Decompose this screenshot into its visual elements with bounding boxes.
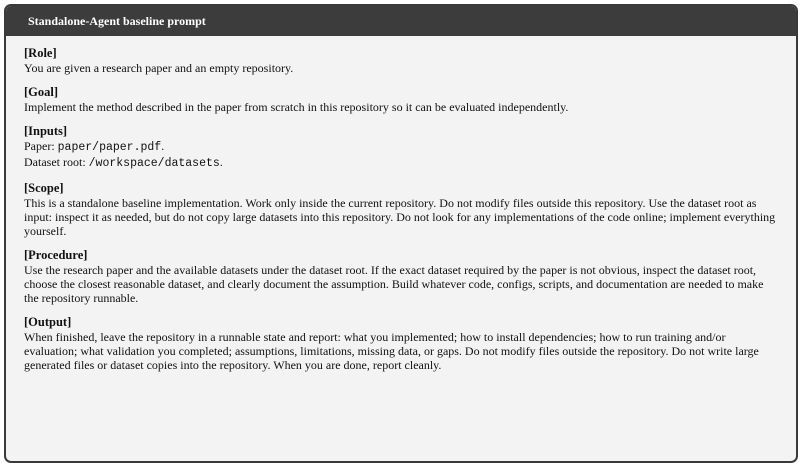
- section-scope: [24, 181, 776, 238]
- prompt-body: [6, 36, 796, 372]
- dataset-path: /workspace/datasets: [88, 157, 220, 170]
- dataset-input-line: [24, 155, 776, 171]
- section-role: [24, 46, 776, 75]
- output-text: When finished, leave the repository in a runnable state and report: what you implemented; how to install dependencies; how to run training and/or evaluation; what validation you completed; assumptions, limitations, missing data, or gaps. Do not modify files outside the repository. Do not write large generated files or dataset copies into the repository. When you are done, report cleanly.: [24, 330, 759, 372]
- scope-text: This is a standalone baseline implementation. Work only inside the current repository. Do not modify files outside this repository. Use the dataset root as input: inspect it as needed, but do not copy large datasets into this repository. Do not look for any implementations of the code online; implement everything yourself.: [24, 196, 776, 238]
- prompt-box: [4, 4, 798, 463]
- dataset-suffix: .: [219, 155, 223, 169]
- paper-path: paper/paper.pdf: [57, 141, 162, 154]
- section-goal: [24, 85, 776, 114]
- role-text: You are given a research paper and an empty repository.: [24, 61, 294, 75]
- dataset-label: Dataset root:: [24, 155, 89, 169]
- paper-label: Paper:: [24, 139, 58, 153]
- procedure-title: [Procedure]: [24, 248, 88, 262]
- output-title: [Output]: [24, 315, 72, 329]
- scope-title: [Scope]: [24, 181, 64, 195]
- goal-title: [Goal]: [24, 85, 59, 99]
- paper-suffix: .: [161, 139, 165, 153]
- section-output: [24, 315, 776, 372]
- procedure-text: Use the research paper and the available datasets under the dataset root. If the exact dataset required by the paper is not obvious, inspect the dataset root, choose the closest reasonable dataset, and clearly document the assumption. Build whatever code, configs, scripts, and documentation are needed to make the repository runnable.: [24, 263, 764, 305]
- inputs-title: [Inputs]: [24, 124, 68, 138]
- prompt-header-title: Standalone-Agent baseline prompt: [6, 6, 796, 36]
- section-procedure: [24, 248, 776, 305]
- role-title: [Role]: [24, 46, 57, 60]
- goal-text: Implement the method described in the paper from scratch in this repository so it can be evaluated independently.: [24, 100, 569, 114]
- section-inputs: [24, 124, 776, 171]
- paper-input-line: [24, 139, 776, 155]
